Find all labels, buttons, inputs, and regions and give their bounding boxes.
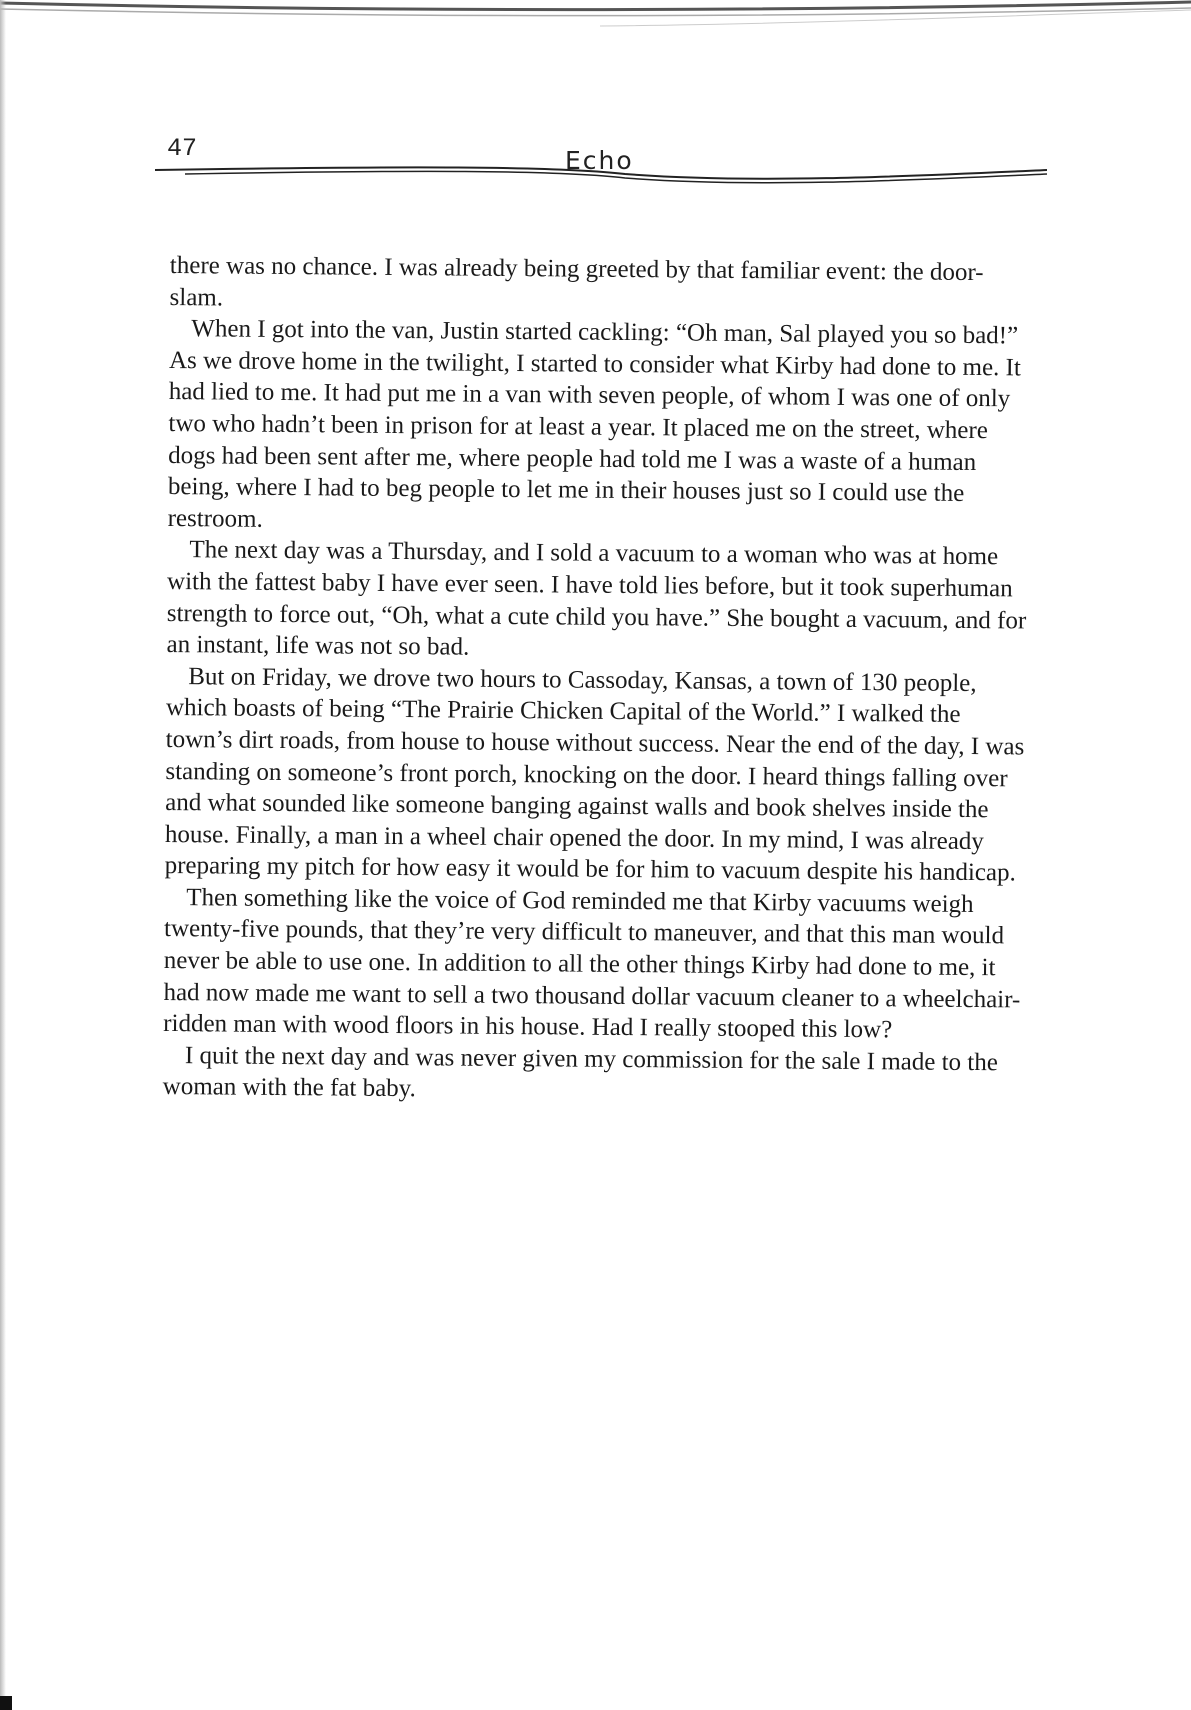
paragraph: there was no chance. I was already being greeted by that familiar event: the door-slam. <box>169 251 984 312</box>
header-double-rule <box>155 164 1047 188</box>
paragraph: Then something like the voice of God reminded me that Kirby vacuums weigh twenty-five pounds, that they’re very difficult to maneuver, and that this man would never be able to use one. In addition to all the other things Kirby had done to me, it had now made me want to sell a two thousand dollar vacuum cleaner to a wheelchair-ridden man with wood floors in his house. Had I really stooped this low? <box>163 884 1021 1044</box>
running-header <box>155 130 1047 190</box>
paragraph: But on Friday, we drove two hours to Cassoday, Kansas, a town of 130 people, which boasts of being “The Prairie Chicken Capital of the World.” I walked the town’s dirt roads, from house to house without success. Near the end of the day, I was standing on someone’s front porch, knocking on the door. I heard things falling over and what sounded like someone banging against walls and book shelves inside the house. Finally, a man in a wheel chair opened the door. In my mind, I was already preparing my pitch for how easy it would be for him to vacuum despite his handicap. <box>164 662 1025 887</box>
running-title: Echo <box>565 146 634 175</box>
paragraph: The next day was a Thursday, and I sold a vacuum to a woman who was at home with the fattest baby I have ever seen. I have told lies before, but it took superhuman strength to force out, “Oh, what a cute child you have.” She bought a vacuum, and for an instant, life was not so bad. <box>166 536 1027 661</box>
paragraph: When I got into the van, Justin started cackling: “Oh man, Sal played you so bad!” As we drove home in the twilight, I started to consider what Kirby had done to me. It had lied to me. It had put me in a van with seven people, of whom I was one of only two who hadn’t been in prison for at least a year. It placed me on the street, where dogs had been sent after me, where people had told me I was a waste of a human being, where I had to beg people to let me in their houses just so I could use the restroom. <box>167 315 1022 533</box>
body-text <box>163 250 1030 1111</box>
page-left-shadow <box>0 0 6 1710</box>
scan-corner-mark <box>0 1696 12 1710</box>
paragraph: I quit the next day and was never given my commission for the sale I made to the woman with the fat baby. <box>162 1042 999 1103</box>
page-number: 47 <box>167 134 198 163</box>
page-top-curl <box>0 0 1191 40</box>
